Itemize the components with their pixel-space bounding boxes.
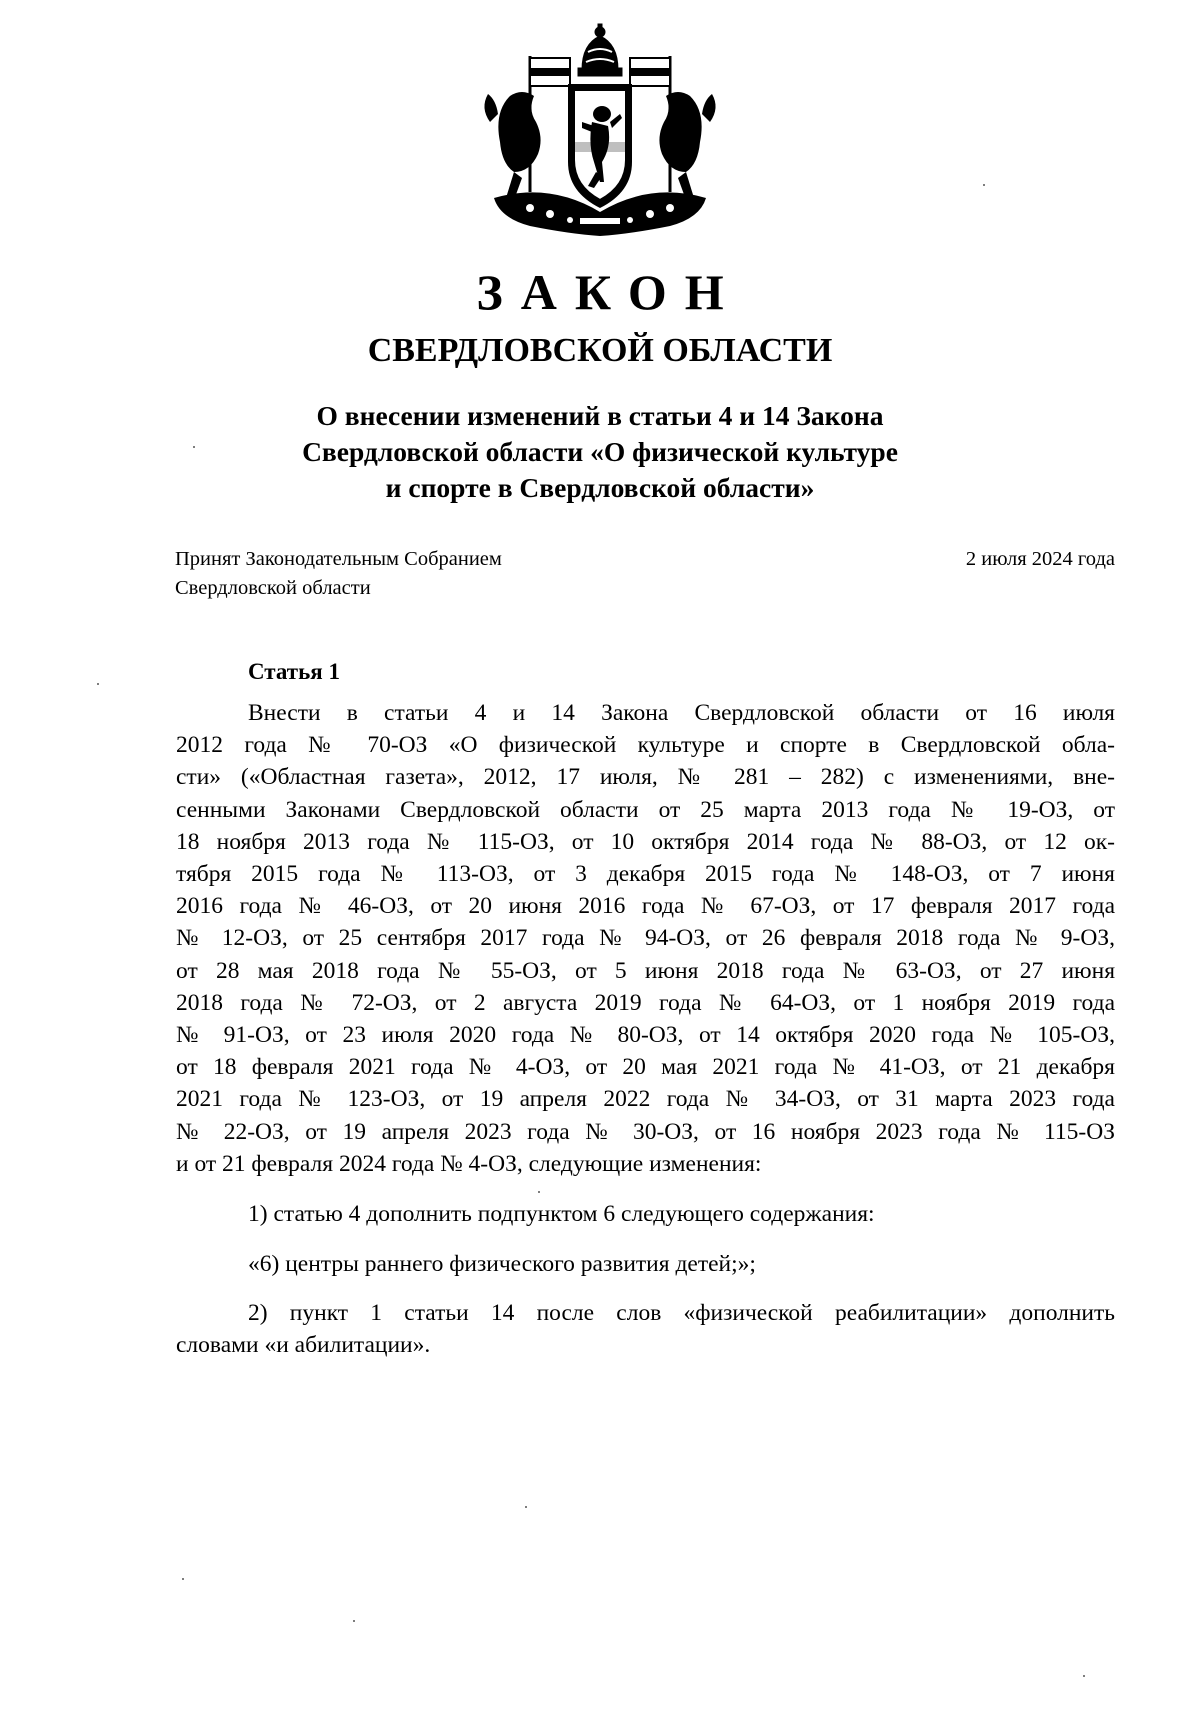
paragraph-line: № 22-ОЗ, от 19 апреля 2023 года № 30-ОЗ, от 16 ноября 2023 года № 115-ОЗ: [176, 1118, 1115, 1145]
scan-speck: [182, 1578, 184, 1580]
paragraph-line: от 18 февраля 2021 года № 4-ОЗ, от 20 мая 2021 года № 41-ОЗ, от 21 декабря: [176, 1054, 1115, 1081]
paragraph-line: от 28 мая 2018 года № 55-ОЗ, от 5 июня 2018 года № 63-ОЗ, от 27 июня: [176, 957, 1115, 984]
paragraph-line: 2012 года № 70-ОЗ «О физической культуре и спорте в Свердловской обла-: [176, 732, 1115, 759]
amendment-item-1: [176, 1198, 1115, 1230]
paragraph-line: сти» («Областная газета», 2012, 17 июля, № 281 – 282) с изменениями, вне-: [176, 764, 1115, 791]
paragraph-line: 1) статью 4 дополнить подпунктом 6 следующего содержания:: [248, 1201, 875, 1227]
law-title: [250, 398, 950, 506]
law-title-line: О внесении изменений в статьи 4 и 14 Закона: [316, 400, 884, 431]
amendment-item-1-quote: [176, 1248, 1115, 1280]
article-intro-paragraph: [176, 697, 1115, 1180]
paragraph-line: 2021 года № 123-ОЗ, от 19 апреля 2022 года № 34-ОЗ, от 31 марта 2023 года: [176, 1086, 1115, 1113]
law-title-line: Свердловской области «О физической культуре: [302, 436, 898, 467]
scan-speck: [1083, 1675, 1085, 1677]
paragraph-line: «6) центры раннего физического развития детей;»;: [248, 1251, 756, 1277]
paragraph-line: тября 2015 года № 113-ОЗ, от 3 декабря 2015 года № 148-ОЗ, от 7 июня: [176, 861, 1115, 888]
paragraph-line: № 12-ОЗ, от 25 сентября 2017 года № 94-ОЗ, от 26 февраля 2018 года № 9-ОЗ,: [176, 925, 1115, 952]
adoption-authority: [175, 545, 502, 603]
scan-speck: [353, 1620, 355, 1622]
document-subtitle: СВЕРДЛОВСКОЙ ОБЛАСТИ: [367, 332, 833, 369]
scan-speck: [983, 184, 985, 186]
paragraph-line: и от 21 февраля 2024 года № 4-ОЗ, следующие изменения:: [176, 1150, 762, 1177]
amendment-item-2: [176, 1297, 1115, 1361]
paragraph-line: 2) пункт 1 статьи 14 после слов «физической реабилитации» дополнить: [248, 1300, 1115, 1326]
paragraph-line: Внести в статьи 4 и 14 Закона Свердловской области от 16 июля: [248, 700, 1115, 726]
article-heading: Статья 1: [248, 659, 340, 684]
adoption-authority-line: Принят Законодательным Собранием: [175, 548, 502, 570]
scan-speck: [525, 1506, 527, 1508]
scan-speck: [193, 446, 195, 448]
paragraph-line: сенными Законами Свердловской области от 25 марта 2013 года № 19-ОЗ, от: [176, 796, 1115, 823]
coat-of-arms-icon: [470, 22, 730, 242]
paragraph-line: № 91-ОЗ, от 23 июля 2020 года № 80-ОЗ, от 14 октября 2020 года № 105-ОЗ,: [176, 1022, 1115, 1049]
paragraph-line: 2016 года № 46-ОЗ, от 20 июня 2016 года № 67-ОЗ, от 17 февраля 2017 года: [176, 893, 1115, 920]
scan-speck: [97, 683, 99, 685]
adoption-authority-line: Свердловской области: [175, 577, 371, 599]
adoption-date: 2 июля 2024 года: [965, 548, 1115, 570]
scan-speck: [538, 1191, 540, 1193]
paragraph-line: 2018 года № 72-ОЗ, от 2 августа 2019 года № 64-ОЗ, от 1 ноября 2019 года: [176, 989, 1115, 1016]
document-title: ЗАКОН: [476, 264, 742, 320]
paragraph-line: словами «и абилитации».: [176, 1332, 431, 1359]
paragraph-line: 18 ноября 2013 года № 115-ОЗ, от 10 октября 2014 года № 88-ОЗ, от 12 ок-: [176, 828, 1115, 855]
law-title-line: и спорте в Свердловской области»: [385, 472, 815, 503]
